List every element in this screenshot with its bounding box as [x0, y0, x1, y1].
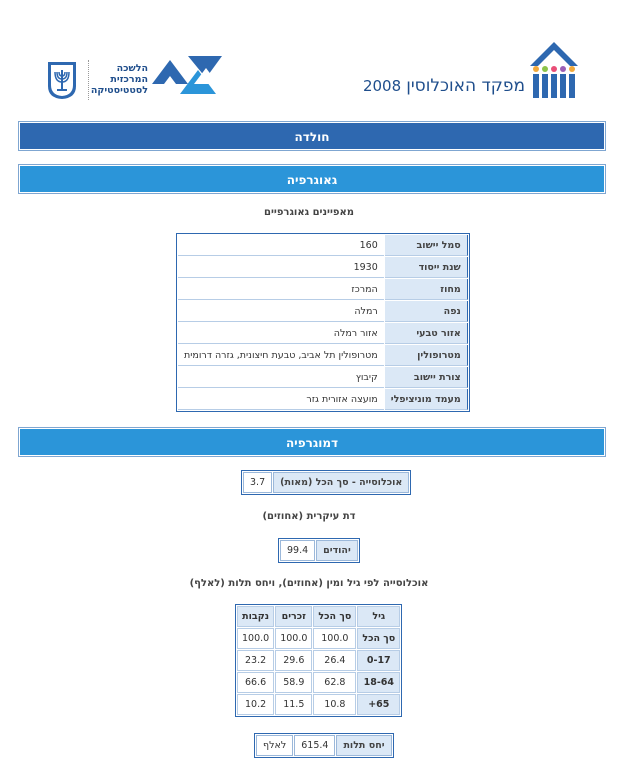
age-group-label: 18-64 — [357, 672, 400, 693]
geography-row-label: נפה — [385, 301, 468, 322]
age-table-cell: 10.2 — [237, 694, 274, 715]
cbs-line-1: הלשכה — [116, 63, 148, 74]
dependency-ratio-table — [254, 733, 394, 758]
geography-row-label: אזור טבעי — [385, 323, 468, 344]
age-table-cell: 26.4 — [313, 650, 356, 671]
dependency-ratio-value: 615.4 — [294, 735, 335, 756]
age-table-cell: 62.8 — [313, 672, 356, 693]
geography-row-label: שנת ייסוד — [385, 257, 468, 278]
age-table-cell: 58.9 — [275, 672, 312, 693]
age-table-cell: 100.0 — [313, 628, 356, 649]
religion-table — [278, 538, 360, 563]
census-year: 2008 — [362, 77, 402, 95]
demography-section-bar: דמוגרפיה — [19, 428, 605, 456]
geography-row — [178, 257, 468, 278]
geography-row-value: רמלה — [178, 301, 384, 322]
age-group-label: 0-17 — [357, 650, 400, 671]
religion-value: 99.4 — [280, 540, 315, 561]
logo-divider — [88, 60, 89, 100]
geography-row-value: מטרופולין תל אביב, טבעת חיצונית, גזרה דרומית — [178, 345, 384, 366]
age-table-header: נקבות — [237, 606, 274, 627]
age-sex-title: אוכלוסייה לפי גיל ומין (אחוזים), ויחס תלות (לאלף) — [189, 578, 429, 589]
geography-row-value: אזור רמלה — [178, 323, 384, 344]
geography-row-value: מועצה אזורית גזר — [178, 389, 384, 410]
geography-section-bar: גאוגרפיה — [19, 165, 605, 193]
age-table-row — [237, 672, 400, 693]
dependency-ratio-unit: לאלף — [256, 735, 293, 756]
geography-row-value: 160 — [178, 235, 384, 256]
page-header — [0, 0, 618, 110]
age-table-cell: 11.5 — [275, 694, 312, 715]
religion-label: יהודים — [316, 540, 358, 561]
age-table-cell: 100.0 — [237, 628, 274, 649]
geography-row — [178, 367, 468, 388]
geography-row-label: מחוז — [385, 279, 468, 300]
state-emblem-icon — [46, 60, 78, 100]
geography-row — [178, 389, 468, 410]
geography-row-value: 1930 — [178, 257, 384, 278]
census-logo — [528, 40, 580, 100]
age-table-row — [237, 628, 400, 649]
locality-title-bar: חולדה — [19, 122, 605, 150]
geography-row — [178, 323, 468, 344]
age-group-label: סך הכל — [357, 628, 400, 649]
census-title-text: מפקד האוכלוסין — [406, 76, 525, 96]
cbs-line-2: המרכזית — [110, 74, 148, 85]
population-total-table — [241, 470, 411, 495]
dependency-ratio-label: יחס תלות — [336, 735, 391, 756]
geography-subtitle: מאפיינים גאוגרפיים — [264, 207, 354, 218]
geography-row — [178, 345, 468, 366]
geography-table — [176, 233, 470, 412]
age-table-cell: 66.6 — [237, 672, 274, 693]
age-sex-table — [235, 604, 402, 717]
age-table-cell: 29.6 — [275, 650, 312, 671]
age-table-cell: 10.8 — [313, 694, 356, 715]
geography-row-label: סמל יישוב — [385, 235, 468, 256]
age-table-cell: 23.2 — [237, 650, 274, 671]
population-total-label: אוכלוסייה - סך הכל (מאות) — [273, 472, 409, 493]
age-table-header: סך הכל — [313, 606, 356, 627]
age-group-label: 65+ — [357, 694, 400, 715]
age-table-header: גיל — [357, 606, 400, 627]
population-total-value: 3.7 — [243, 472, 272, 493]
age-table-header: זכרים — [275, 606, 312, 627]
geography-row — [178, 301, 468, 322]
age-table-cell: 100.0 — [275, 628, 312, 649]
cbs-line-3: לסטטיסטיקה — [90, 85, 148, 96]
geography-row-label: מעמד מוניציפלי — [385, 389, 468, 410]
geography-row-label: צורת יישוב — [385, 367, 468, 388]
age-table-row — [237, 694, 400, 715]
census-title — [360, 76, 525, 102]
cbs-logo — [150, 54, 224, 100]
geography-row-value: קיבוץ — [178, 367, 384, 388]
geography-row — [178, 279, 468, 300]
geography-row-value: המרכז — [178, 279, 384, 300]
cbs-name — [90, 63, 148, 96]
age-table-row — [237, 650, 400, 671]
religion-title: דת עיקרית (אחוזים) — [262, 511, 356, 522]
geography-row — [178, 235, 468, 256]
geography-row-label: מטרופולין — [385, 345, 468, 366]
